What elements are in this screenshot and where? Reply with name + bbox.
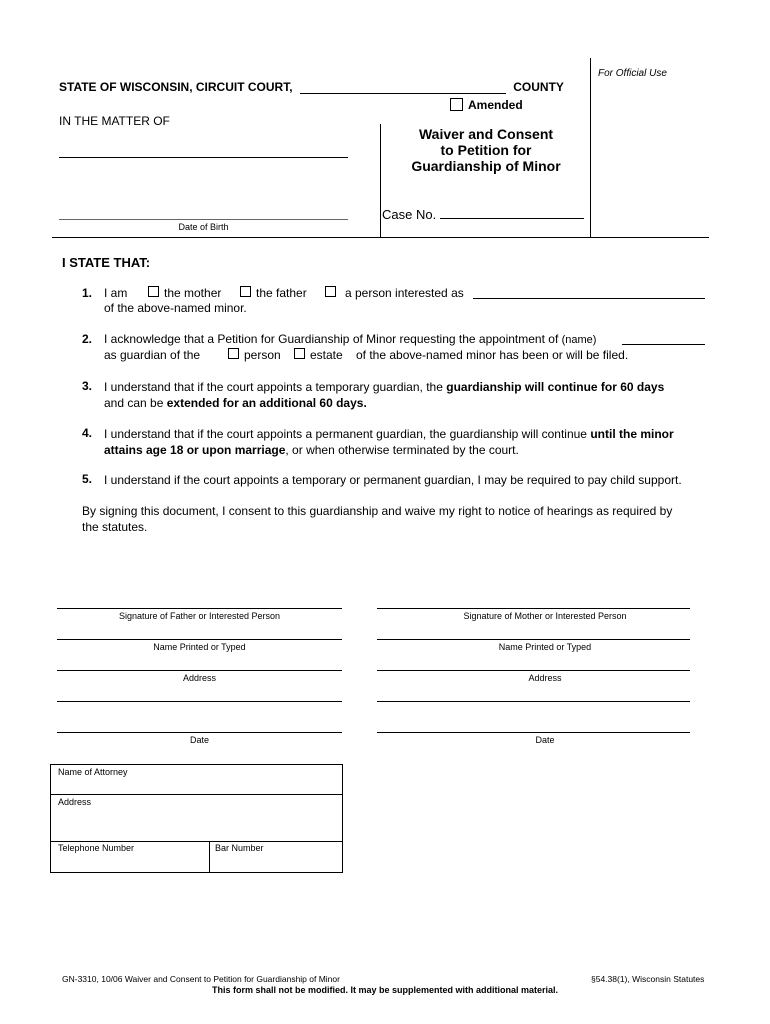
consent-line-1: By signing this document, I consent to this guardianship and waive my right to notice of hearings as required by xyxy=(82,504,673,518)
father-signature-label: Signature of Father or Interested Person xyxy=(118,611,281,621)
official-use-label: For Official Use xyxy=(598,68,667,79)
dob-label: Date of Birth xyxy=(178,222,229,232)
person-label: person xyxy=(244,348,281,362)
attorney-row-divider-2 xyxy=(50,841,342,842)
interested-as-field[interactable] xyxy=(473,298,705,299)
father-label: the father xyxy=(256,286,307,300)
father-name-field[interactable] xyxy=(57,639,342,640)
estate-label: estate xyxy=(310,348,343,362)
item-3-number: 3. xyxy=(82,379,93,393)
item-1-number: 1. xyxy=(82,286,93,300)
interested-checkbox[interactable] xyxy=(325,286,336,297)
court-heading xyxy=(59,80,584,96)
father-address-label: Address xyxy=(182,673,217,683)
caption-divider xyxy=(380,124,381,238)
father-signature-field[interactable] xyxy=(57,608,342,609)
mother-label: the mother xyxy=(164,286,222,300)
attorney-phone-field[interactable]: Telephone Number xyxy=(58,843,135,853)
mother-address-field[interactable] xyxy=(377,670,690,671)
dob-field[interactable] xyxy=(59,219,348,220)
item-2-text xyxy=(104,332,596,346)
i-am-label: I am xyxy=(104,286,128,300)
item-3-text xyxy=(104,379,714,411)
consent-paragraph xyxy=(82,503,716,535)
mother-checkbox[interactable] xyxy=(148,286,159,297)
father-date-label: Date xyxy=(189,735,209,745)
mother-date-label: Date xyxy=(535,735,555,745)
item-2-text-2: of the above-named minor has been or will be filed. xyxy=(356,348,629,362)
mother-signature-field[interactable] xyxy=(377,608,690,609)
item-3-text-2: and can be xyxy=(104,396,164,410)
item-3-bold-1: guardianship will continue for 60 days xyxy=(446,380,665,394)
statute-reference: §54.38(1), Wisconsin Statutes xyxy=(591,974,705,984)
official-use-divider xyxy=(590,58,591,238)
person-checkbox[interactable] xyxy=(228,348,239,359)
name-label: (name) xyxy=(561,334,597,346)
attorney-bar-field[interactable]: Bar Number xyxy=(215,843,264,853)
item-5-text: I understand if the court appoints a temporary or permanent guardian, I may be required to pay child support. xyxy=(104,473,682,487)
attorney-col-divider xyxy=(209,841,210,872)
modification-notice: This form shall not be modified. It may be supplemented with additional material. xyxy=(211,985,559,995)
item-2-number: 2. xyxy=(82,332,93,346)
form-id: GN-3310, 10/06 Waiver and Consent to Petition for Guardianship of Minor xyxy=(62,974,340,984)
case-no-field[interactable] xyxy=(440,218,584,219)
mother-address-field-2[interactable] xyxy=(377,701,690,702)
item-3-bold-2: extended for an additional 60 days. xyxy=(166,396,367,410)
estate-checkbox[interactable] xyxy=(294,348,305,359)
court-suffix: COUNTY xyxy=(513,80,564,94)
title-line-3: Guardianship of Minor xyxy=(411,158,561,174)
guardian-name-field[interactable] xyxy=(622,344,705,345)
state-that-heading: I STATE THAT: xyxy=(62,255,151,270)
mother-signature-label: Signature of Mother or Interested Person xyxy=(463,611,627,621)
attorney-address-field[interactable]: Address xyxy=(58,797,92,807)
father-checkbox[interactable] xyxy=(240,286,251,297)
item-4-bold-2: attains age 18 or upon marriage xyxy=(104,443,286,457)
mother-name-field[interactable] xyxy=(377,639,690,640)
father-address-field[interactable] xyxy=(57,670,342,671)
mother-name-label: Name Printed or Typed xyxy=(498,642,592,652)
mother-address-label: Address xyxy=(528,673,562,683)
case-no-label: Case No. xyxy=(382,207,437,222)
attorney-box xyxy=(50,764,343,873)
item-4-bold-1: until the minor xyxy=(590,427,674,441)
item-4-text-1: I understand that if the court appoints a permanent guardian, the guardianship will continue xyxy=(104,427,587,441)
mother-date-field[interactable] xyxy=(377,732,690,733)
amended-checkbox[interactable] xyxy=(450,98,463,111)
interested-label: a person interested as xyxy=(345,286,464,300)
father-name-label: Name Printed or Typed xyxy=(153,642,246,652)
item-4-text xyxy=(104,426,714,458)
father-address-field-2[interactable] xyxy=(57,701,342,702)
matter-label: IN THE MATTER OF xyxy=(59,114,170,128)
title-line-1: Waiver and Consent xyxy=(418,126,554,142)
header-rule xyxy=(52,237,709,238)
minor-name-field[interactable] xyxy=(59,157,348,158)
guardian-of-label: as guardian of the xyxy=(104,348,201,362)
title-line-2: to Petition for xyxy=(440,142,532,158)
consent-line-2: the statutes. xyxy=(82,520,148,534)
court-prefix: STATE OF WISCONSIN, CIRCUIT COURT, xyxy=(59,80,293,94)
item-4-text-2: , or when otherwise terminated by the court. xyxy=(285,443,519,457)
attorney-name-field[interactable]: Name of Attorney xyxy=(58,767,128,777)
form-title xyxy=(386,126,586,174)
item-5-number: 5. xyxy=(82,472,93,486)
father-date-field[interactable] xyxy=(57,732,342,733)
attorney-row-divider-1 xyxy=(50,794,342,795)
item-3-text-1: I understand that if the court appoints a temporary guardian, the xyxy=(104,380,443,394)
item-1-line-2: of the above-named minor. xyxy=(104,301,247,315)
county-field[interactable] xyxy=(300,81,506,94)
item-2-text-1: I acknowledge that a Petition for Guardianship of Minor requesting the appointment of xyxy=(104,332,559,346)
amended-label: Amended xyxy=(468,98,523,112)
item-4-number: 4. xyxy=(82,426,93,440)
